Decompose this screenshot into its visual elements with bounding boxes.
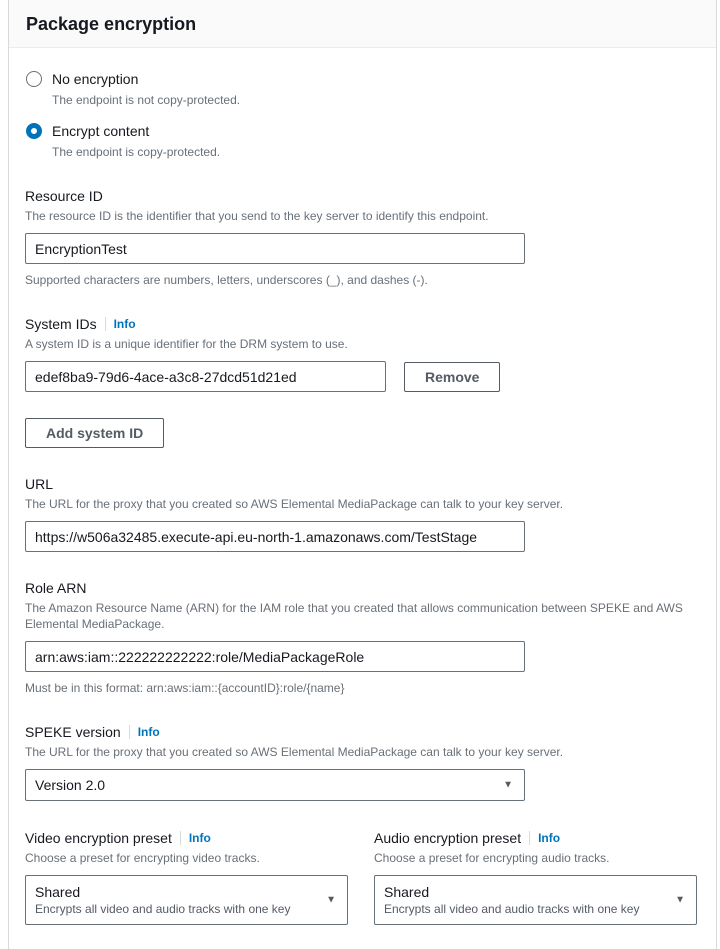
system-ids-description: A system ID is a unique identifier for the DRM system to use.: [25, 337, 348, 351]
field-role-arn: [25, 579, 700, 696]
label-divider: [105, 317, 106, 331]
video-preset-selected-description: Encrypts all video and audio tracks with one key: [35, 902, 291, 916]
field-speke-version: [25, 723, 700, 801]
resource-id-input[interactable]: [25, 233, 525, 264]
radio-option-encrypt-content[interactable]: [25, 122, 700, 160]
video-preset-label: Video encryption preset: [25, 830, 172, 846]
speke-version-label: SPEKE version: [25, 724, 121, 740]
video-preset-select[interactable]: [25, 875, 348, 925]
panel-title: Package encryption: [26, 14, 197, 34]
resource-id-label: Resource ID: [25, 188, 103, 204]
speke-version-select[interactable]: [25, 769, 525, 801]
role-arn-label: Role ARN: [25, 580, 87, 596]
panel-body: [9, 48, 716, 949]
field-audio-encryption-preset: [374, 829, 697, 925]
role-arn-description: The Amazon Resource Name (ARN) for the IAM role that you created that allows communication between SPEKE and AWS Elemental MediaPackage.: [25, 601, 683, 631]
radio-option-no-encryption[interactable]: [25, 70, 700, 108]
chevron-down-icon: ▼: [326, 894, 336, 906]
radio-unselected-icon[interactable]: [26, 71, 42, 87]
url-description: The URL for the proxy that you created so AWS Elemental MediaPackage can talk to your key server.: [25, 497, 564, 511]
package-encryption-panel: [8, 0, 717, 949]
field-video-encryption-preset: [25, 829, 348, 925]
audio-preset-selected-description: Encrypts all video and audio tracks with one key: [384, 902, 640, 916]
audio-preset-select[interactable]: [374, 875, 697, 925]
encryption-radio-group: [25, 70, 700, 160]
system-ids-label: System IDs: [25, 316, 97, 332]
video-preset-info-link[interactable]: Info: [188, 831, 211, 845]
field-url: [25, 475, 700, 552]
system-id-row: [25, 361, 700, 392]
radio-label-encrypt-content: Encrypt content: [52, 123, 150, 139]
speke-version-selected-value: Version 2.0: [35, 777, 106, 793]
audio-preset-selected-value: Shared: [384, 884, 430, 900]
radio-description-encrypt-content: The endpoint is copy-protected.: [52, 145, 221, 159]
field-system-ids: [25, 315, 700, 448]
role-arn-hint: Must be in this format: arn:aws:iam::{accountID}:role/{name}: [25, 681, 345, 695]
video-preset-description: Choose a preset for encrypting video tracks.: [25, 851, 260, 865]
remove-system-id-button[interactable]: Remove: [404, 362, 500, 392]
chevron-down-icon: ▼: [503, 779, 513, 791]
audio-preset-description: Choose a preset for encrypting audio tracks.: [374, 851, 610, 865]
audio-preset-info-link[interactable]: Info: [538, 831, 561, 845]
label-divider: [180, 831, 181, 845]
radio-description-no-encryption: The endpoint is not copy-protected.: [52, 93, 241, 107]
role-arn-input[interactable]: [25, 641, 525, 672]
preset-row: [25, 829, 700, 925]
label-divider: [129, 725, 130, 739]
label-divider: [529, 831, 530, 845]
url-input[interactable]: [25, 521, 525, 552]
panel-header: [9, 0, 716, 48]
video-preset-selected-value: Shared: [35, 884, 81, 900]
chevron-down-icon: ▼: [675, 894, 685, 906]
resource-id-description: The resource ID is the identifier that you send to the key server to identify this endpoint.: [25, 209, 489, 223]
speke-version-description: The URL for the proxy that you created so AWS Elemental MediaPackage can talk to your key server.: [25, 745, 564, 759]
add-system-id-button[interactable]: Add system ID: [25, 418, 164, 448]
system-id-input[interactable]: [25, 361, 386, 392]
system-ids-info-link[interactable]: Info: [113, 317, 136, 331]
radio-selected-icon[interactable]: [26, 123, 42, 139]
resource-id-hint: Supported characters are numbers, letters, underscores (_), and dashes (-).: [25, 273, 428, 287]
audio-preset-label: Audio encryption preset: [374, 830, 522, 846]
url-label: URL: [25, 476, 54, 492]
field-resource-id: [25, 187, 700, 288]
speke-version-info-link[interactable]: Info: [137, 725, 160, 739]
radio-label-no-encryption: No encryption: [52, 71, 139, 87]
